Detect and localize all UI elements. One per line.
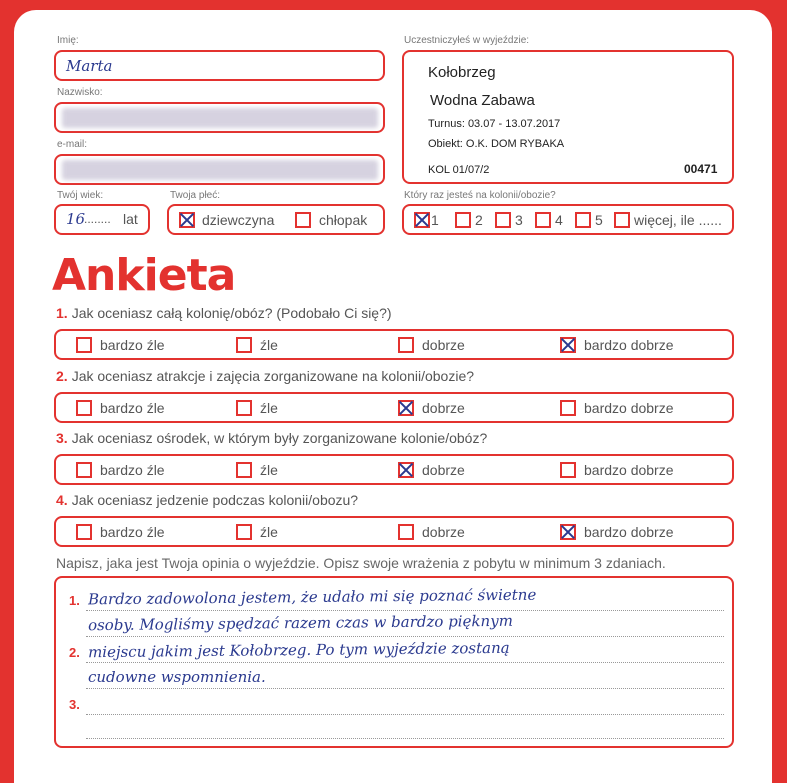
times-checkbox-1[interactable]: [414, 212, 430, 228]
answer-option-label: bardzo dobrze: [584, 400, 674, 416]
answer-checkbox[interactable]: [560, 400, 576, 416]
answer-option-label: dobrze: [422, 524, 465, 540]
trip-obiekt: Obiekt: O.K. DOM RYBAKA: [428, 138, 565, 150]
opinion-line-number-3: 3.: [69, 697, 80, 712]
gender-label: Twoja płeć:: [170, 190, 221, 201]
times-option-2: 2: [475, 212, 483, 228]
answer-option-label: bardzo źle: [100, 337, 165, 353]
answer-option-label: źle: [260, 337, 278, 353]
question-number: 1.: [56, 305, 68, 321]
answer-option-label: bardzo źle: [100, 462, 165, 478]
age-dots: ........: [84, 212, 111, 226]
question-number: 3.: [56, 430, 68, 446]
answer-checkbox[interactable]: [236, 524, 252, 540]
surname-field[interactable]: [54, 102, 385, 133]
times-option-1: 1: [431, 212, 439, 228]
survey-title: Ankieta: [52, 250, 236, 301]
redacted-email: [62, 160, 378, 180]
times-checkbox-3[interactable]: [495, 212, 511, 228]
question-text: Jak oceniasz jedzenie podczas kolonii/obozu?: [71, 492, 359, 508]
answer-checkbox[interactable]: [76, 400, 92, 416]
gender-option-boy: chłopak: [319, 212, 368, 228]
trip-number: 00471: [684, 162, 718, 176]
name-label: Imię:: [57, 35, 79, 46]
answer-option-label: źle: [260, 400, 278, 416]
answer-option-label: bardzo dobrze: [584, 524, 674, 540]
question-1: [56, 305, 392, 321]
times-checkbox-5[interactable]: [575, 212, 591, 228]
answer-checkbox[interactable]: [76, 462, 92, 478]
answer-checkbox[interactable]: [398, 462, 414, 478]
question-4: [56, 492, 358, 508]
writing-line: [86, 688, 724, 689]
times-checkbox-more[interactable]: [614, 212, 630, 228]
opinion-handwriting-line-3: miejscu jakim jest Kołobrzeg. Po tym wyjeździe zostaną: [87, 638, 510, 662]
question-text: Jak oceniasz całą kolonię/obóz? (Podobało Ci się?): [71, 305, 392, 321]
answer-checkbox[interactable]: [236, 337, 252, 353]
question-number: 4.: [56, 492, 68, 508]
writing-line: [86, 738, 724, 739]
opinion-line-number-1: 1.: [69, 593, 80, 608]
answer-checkbox[interactable]: [398, 524, 414, 540]
email-label: e-mail:: [57, 139, 88, 150]
answer-option-label: bardzo źle: [100, 524, 165, 540]
age-value: 16: [66, 210, 86, 228]
trip-name: Wodna Zabawa: [430, 92, 535, 109]
times-label: Który raz jesteś na kolonii/obozie?: [404, 190, 556, 201]
times-option-4: 4: [555, 212, 563, 228]
answer-row-4: [54, 516, 734, 547]
trip-turnus: Turnus: 03.07 - 13.07.2017: [428, 118, 561, 130]
opinion-handwriting-line-2: osoby. Mogliśmy spędzać razem czas w bardzo pięknym: [87, 611, 513, 635]
answer-row-2: [54, 392, 734, 423]
trip-city: Kołobrzeg: [428, 64, 496, 81]
question-text: Jak oceniasz ośrodek, w którym były zorganizowane kolonie/obóz?: [71, 430, 488, 446]
answer-option-label: bardzo źle: [100, 400, 165, 416]
age-field[interactable]: [54, 204, 150, 235]
question-2: [56, 368, 474, 384]
surname-label: Nazwisko:: [57, 87, 103, 98]
answer-checkbox[interactable]: [560, 524, 576, 540]
answer-option-label: źle: [260, 462, 278, 478]
answer-option-label: źle: [260, 524, 278, 540]
name-field[interactable]: [54, 50, 385, 81]
trip-label: Uczestniczyłeś w wyjeździe:: [404, 35, 530, 46]
answer-checkbox[interactable]: [236, 400, 252, 416]
writing-line: [86, 636, 724, 637]
times-option-3: 3: [515, 212, 523, 228]
opinion-handwriting-line-4: cudowne wspomnienia.: [88, 668, 266, 686]
opinion-prompt: Napisz, jaka jest Twoja opinia o wyjeździe. Opisz swoje wrażenia z pobytu w minimum 3 zdaniach.: [56, 555, 666, 571]
writing-line: [86, 714, 724, 715]
question-3: [56, 430, 487, 446]
gender-checkbox-boy[interactable]: [295, 212, 311, 228]
gender-field: [167, 204, 385, 235]
question-text: Jak oceniasz atrakcje i zajęcia zorganizowane na kolonii/obozie?: [71, 368, 475, 384]
answer-checkbox[interactable]: [398, 337, 414, 353]
opinion-handwriting-line-1: Bardzo zadowolona jestem, że udało mi się poznać świetne: [87, 585, 537, 609]
answer-option-label: dobrze: [422, 400, 465, 416]
redacted-surname: [62, 108, 378, 128]
answer-option-label: bardzo dobrze: [584, 337, 674, 353]
answer-row-1: [54, 329, 734, 360]
gender-checkbox-girl[interactable]: [179, 212, 195, 228]
answer-checkbox[interactable]: [236, 462, 252, 478]
answer-option-label: dobrze: [422, 337, 465, 353]
trip-info-box: [402, 50, 734, 184]
times-checkbox-2[interactable]: [455, 212, 471, 228]
answer-checkbox[interactable]: [398, 400, 414, 416]
trip-code: KOL 01/07/2: [428, 164, 490, 176]
age-unit: lat: [123, 211, 138, 227]
answer-option-label: bardzo dobrze: [584, 462, 674, 478]
question-number: 2.: [56, 368, 68, 384]
writing-line: [86, 610, 724, 611]
answer-option-label: dobrze: [422, 462, 465, 478]
age-label: Twój wiek:: [57, 190, 104, 201]
name-value: Marta: [66, 57, 113, 75]
answer-checkbox[interactable]: [76, 337, 92, 353]
times-option-more: więcej, ile ......: [634, 212, 722, 228]
opinion-line-number-2: 2.: [69, 645, 80, 660]
answer-checkbox[interactable]: [76, 524, 92, 540]
answer-checkbox[interactable]: [560, 462, 576, 478]
times-option-5: 5: [595, 212, 603, 228]
times-checkbox-4[interactable]: [535, 212, 551, 228]
answer-row-3: [54, 454, 734, 485]
email-field[interactable]: [54, 154, 385, 185]
gender-option-girl: dziewczyna: [202, 212, 275, 228]
writing-line: [86, 662, 724, 663]
times-field: [402, 204, 734, 235]
answer-checkbox[interactable]: [560, 337, 576, 353]
